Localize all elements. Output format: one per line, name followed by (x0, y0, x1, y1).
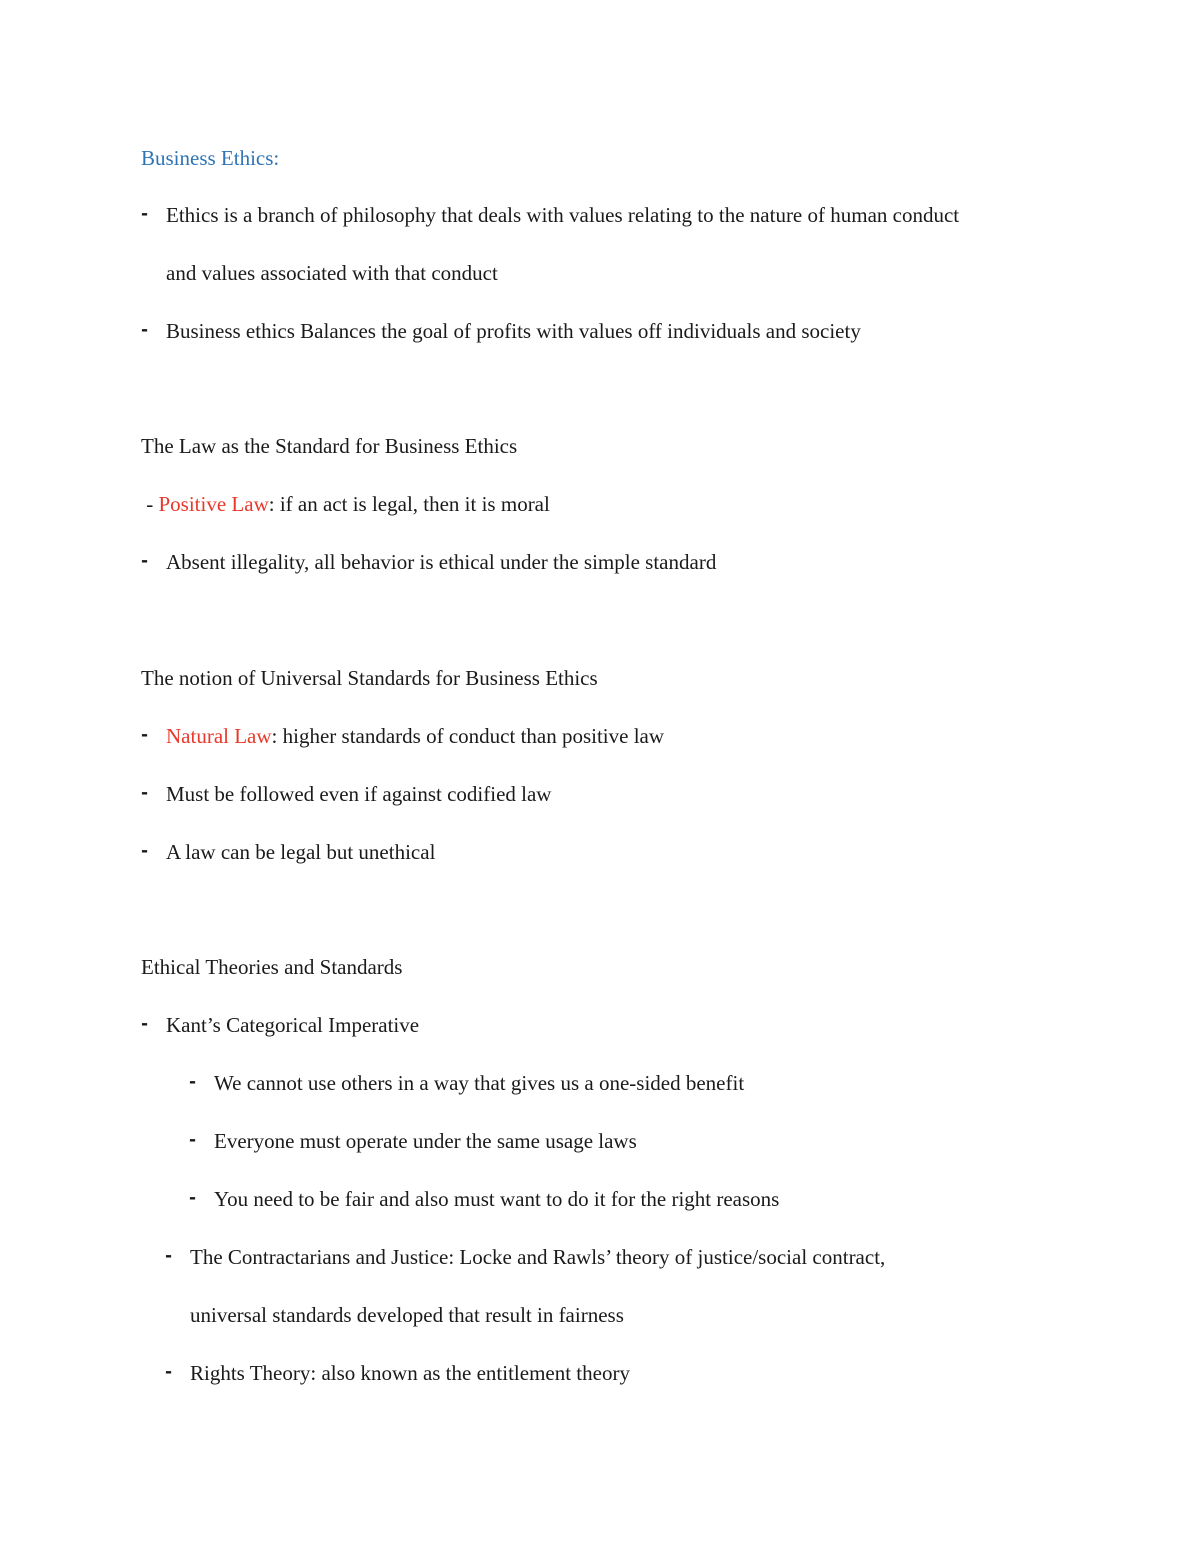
bullet-dash: - (141, 1014, 149, 1034)
sub-bullet-dash: - (189, 1188, 197, 1208)
bullet-dash: - (141, 725, 149, 745)
bullet-text: Business ethics Balances the goal of profits with values off individuals and society (166, 319, 861, 343)
sub-bullet-dash: - (189, 1072, 197, 1092)
section-heading-business-ethics: Business Ethics: (141, 146, 280, 170)
bullet-text: Absent illegality, all behavior is ethical under the simple standard (166, 550, 717, 574)
bullet-text-continuation: and values associated with that conduct (166, 261, 498, 285)
bullet-text: : if an act is legal, then it is moral (268, 492, 550, 516)
bullet-natural-law (166, 722, 664, 750)
bullet-text: Ethics is a branch of philosophy that deals with values relating to the nature of human conduct (166, 203, 960, 227)
term-natural-law: Natural Law (166, 724, 272, 748)
sub-bullet-text: We cannot use others in a way that gives us a one-sided benefit (214, 1071, 745, 1095)
section-heading-ethical-theories: Ethical Theories and Standards (141, 955, 403, 979)
sub-bullet-text: Everyone must operate under the same usage laws (214, 1129, 637, 1153)
section-heading-universal-standards: The notion of Universal Standards for Business Ethics (141, 666, 598, 690)
bullet-dash: - (141, 783, 149, 803)
bullet-dash-inline: - (141, 492, 159, 516)
bullet-text: The Contractarians and Justice: Locke and Rawls’ theory of justice/social contract, (190, 1245, 886, 1269)
bullet-dash: - (141, 320, 149, 340)
term-positive-law: Positive Law (158, 492, 269, 516)
bullet-dash: - (141, 841, 149, 861)
bullet-text: Rights Theory: also known as the entitlement theory (190, 1361, 630, 1385)
bullet-dash: - (141, 204, 149, 224)
bullet-dash: - (165, 1246, 173, 1266)
bullet-positive-law (141, 490, 550, 518)
bullet-text-continuation: universal standards developed that result in fairness (190, 1303, 624, 1327)
bullet-dash: - (165, 1362, 173, 1382)
sub-bullet-text: You need to be fair and also must want to do it for the right reasons (214, 1187, 780, 1211)
bullet-text: Kant’s Categorical Imperative (166, 1013, 420, 1037)
bullet-text: : higher standards of conduct than positive law (271, 724, 665, 748)
section-heading-law-standard: The Law as the Standard for Business Ethics (141, 434, 518, 458)
sub-bullet-dash: - (189, 1130, 197, 1150)
bullet-text: A law can be legal but unethical (166, 840, 436, 864)
bullet-dash: - (141, 551, 149, 571)
bullet-text: Must be followed even if against codified law (166, 782, 552, 806)
